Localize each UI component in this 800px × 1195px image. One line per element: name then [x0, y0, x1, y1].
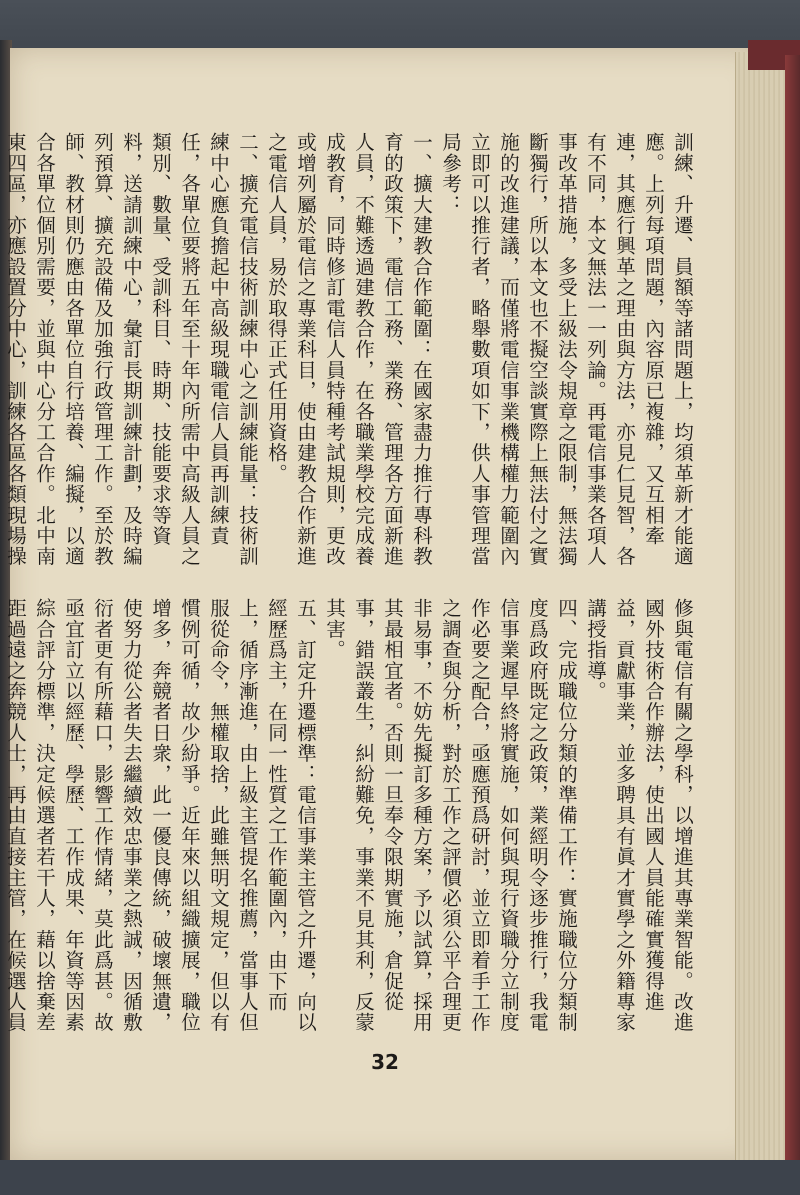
paragraph: 四、完成職位分類的準備工作：實施職位分類制度爲政府既定之政策，業經明令逐步推行，我電信事業遲早終將實施，如何與現行資職分立制度作必要之配合，亟應預爲研討，並立即着手工作之調查與分析，對於工作之評價必須公平合理更非易事，不妨先擬訂多種方案，予以試算，採用其最相宜者。否則一旦奉令限期實施，倉促從事，錯誤叢生，糾紛難免，事業不見其利，反蒙其害。	[323, 598, 578, 1033]
scan-background-top	[0, 0, 800, 55]
paragraph: 修與電信有關之學科，以增進其專業智能。改進國外技術合作辦法，使出國人員能確實獲得進益，貢獻事業，並多聘具有眞才實學之外籍專家講授指導。	[584, 598, 694, 1033]
paragraph: 五、訂定升遷標準：電信事業主管之升遷，向以經歷爲主，在同一性質之工作範圍內，由下而上，循序漸進，由上級主管提名推薦，當事人但服從命令，無權取捨，此雖無明文規定，但以有慣例可循，故少紛爭。近年來以組織擴展，職位增多，奔競者日衆，此一優良傳統，破壞無遺，使努力從公者失去繼續效忠事業之熱誠，因循敷衍者更有所藉口，影響工作情緒，莫此爲甚。故亟宜訂立以經歷、學歷、工作成果、年資等因素綜合評分標準，決定候選者若干人，藉以捨棄差距過遠之奔競人士，再由直接主管，在候選人員	[4, 598, 317, 1033]
paragraph: 一、擴大建教合作範圍：在國家盡力推行專科教育的政策下，電信工務、業務、管理各方面新進人員，不難透過建教合作，在各職業學校完成養成教育，同時修訂電信人員特種考試規則，更改或增列屬於電信之專業科目，使由建教合作新進之電信人員，易於取得正式任用資格。	[265, 132, 433, 567]
bottom-text-block	[0, 598, 697, 1048]
page-number: 32	[371, 1050, 399, 1074]
book-cover-spine	[785, 55, 800, 1165]
paragraph: 訓練、升遷、員額等諸問題上，均須革新才能適應。上列每項問題，內容原已複雜，又互相牽連，其應行興革之理由與方法，亦見仁見智，各有不同，本文無法一一列論。再電信事業各項人事改革措施，多受上級法令規章之限制，無法獨斷獨行，所以本文也不擬空談實際上無法付之實施的改進建議，而僅將電信事業機構權力範圍內立即可以推行者，略舉數項如下，供人事管理當局參考：	[439, 132, 694, 567]
top-text-block	[0, 132, 697, 587]
paragraph: 二、擴充電信技術訓練中心之訓練能量：技術訓練中心應負擔起中高級現職電信人員再訓練責任，各單位要將五年至十年內所需中高級人員之類別、數量、受訓科目、時期、技能要求等資料，送請訓練中心，彙訂長期訓練計劃，及時編列預算、擴充設備及加強行政管理工作。至於教師、教材則仍應由各單位自行培養、編擬，以適合各單位個別需要，並與中心分工合作。北中南東四區，亦應設置分中心，訓練各區各類現場操	[4, 132, 259, 567]
scan-background-bottom	[0, 1160, 800, 1195]
